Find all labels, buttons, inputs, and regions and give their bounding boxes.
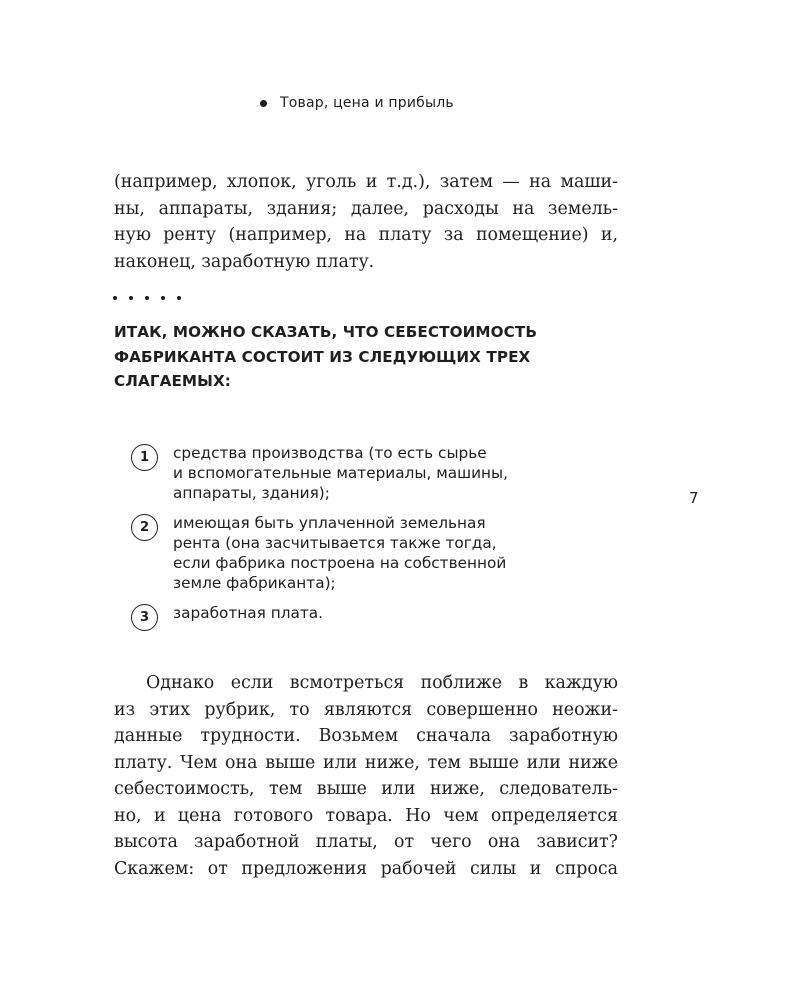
page-number: 7 — [689, 489, 699, 507]
list-item-line: земле фабриканта); — [173, 574, 336, 592]
text-line: Скажем: от предложения рабочей силы и спроса — [114, 858, 618, 879]
list-item-line: заработная плата. — [173, 604, 324, 622]
heading-line: ФАБРИКАНТА СОСТОИТ ИЗ СЛЕДУЮЩИХ ТРЕХ — [114, 347, 531, 366]
list-item-line: рента (она засчитывается также тогда, — [173, 534, 497, 552]
list-item-text — [173, 603, 323, 623]
list-item-line: и вспомогательные материалы, машины, — [173, 464, 509, 482]
dot-icon — [129, 296, 133, 300]
text-line: себестоимость, тем выше или ниже, следователь- — [114, 779, 618, 799]
text-line: (например, хлопок, уголь и т.д.), затем — на маши- — [114, 172, 618, 192]
list-item-text — [173, 443, 508, 503]
list-item-line: имеющая быть уплаченной земельная — [173, 514, 486, 532]
list-item-line: аппараты, здания); — [173, 484, 330, 502]
text-line: наконец, заработную плату. — [114, 251, 375, 272]
list-item — [131, 603, 591, 631]
text-line: Однако если всмотреться поближе в каждую — [146, 673, 618, 693]
heading-line: ИТАК, МОЖНО СКАЗАТЬ, ЧТО СЕБЕСТОИМОСТЬ — [114, 323, 538, 341]
section-heading — [114, 320, 594, 394]
heading-line: СЛАГАЕМЫХ: — [114, 372, 231, 390]
running-header — [260, 93, 454, 113]
list-item — [131, 443, 591, 503]
intro-paragraph — [114, 169, 618, 275]
list-item-text — [173, 513, 506, 593]
bullet-icon — [260, 100, 267, 107]
dot-icon — [161, 296, 165, 300]
section-divider-dots — [113, 296, 181, 300]
body-paragraph — [114, 670, 618, 882]
cost-components-list — [131, 443, 591, 641]
text-line: из этих рубрик, то являются совершенно неожи- — [114, 699, 618, 720]
text-line: высота заработной платы, от чего она зависит? — [114, 832, 618, 852]
dot-icon — [177, 296, 181, 300]
text-line: плату. Чем она выше или ниже, тем выше или ниже — [114, 752, 618, 773]
number-circle-icon: 2 — [131, 514, 158, 541]
running-header-title: Товар, цена и прибыль — [280, 95, 454, 111]
number-circle-icon: 3 — [131, 604, 158, 631]
text-line: данные трудности. Возьмем сначала заработную — [114, 726, 618, 746]
list-item-line: средства производства (то есть сырье — [173, 444, 487, 462]
dot-icon — [113, 296, 117, 300]
list-item-line: если фабрика построена на собственной — [173, 554, 507, 572]
text-line: ны, аппараты, здания; далее, расходы на земель- — [114, 198, 618, 219]
dot-icon — [145, 296, 149, 300]
list-item — [131, 513, 591, 593]
text-line: ную ренту (например, на плату за помещение) и, — [114, 225, 618, 245]
number-circle-icon: 1 — [131, 444, 158, 471]
text-line: но, и цена готового товара. Но чем определяется — [114, 805, 618, 826]
